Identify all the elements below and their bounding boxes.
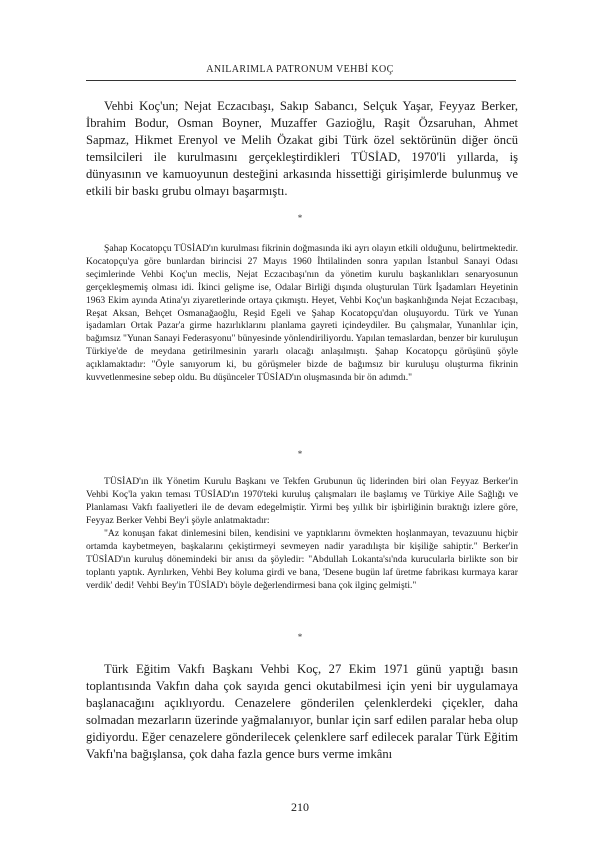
paragraph-berker-quote: "Az konuşan fakat dinlemesini bilen, kendisini ve yaptıklarını övmekten hoşlanmayan, tevazuunu hiçbir ortamda kaybetmeyen, başkalarını çekiştirmeyi sevmeyen nadir yaradılışta bir kişiliğe sahiptir." Berker'in TÜSİAD'ın kuruluş dönemindeki bir anısı da şöyledir: "Abdullah Lokanta'sı'nda kurucularla birlikte son bir toplantı yaptık. Ayrılırken, Vehbi Bey koluma girdi ve bana, 'Desene bugün laf üretme fabrikası kurmaya karar verdik' dedi! Vehbi Bey'in TÜSİAD'ı böyle değerlendirmesi bana çok ilginç gelmişti." <box>86 528 518 591</box>
section-separator: * <box>297 632 303 642</box>
running-title: ANILARIMLA PATRONUM VEHBİ KOÇ <box>206 64 394 75</box>
paragraph-berker-intro: TÜSİAD'ın ilk Yönetim Kurulu Başkanı ve Tekfen Grubunun üç liderinden biri olan Feyyaz Berker'in Vehbi Koç'la yakın teması TÜSİAD'ın 1970'teki kuruluş çalışmaları ile başlamış ve Türkiye Aile Sağlığı ve Planlaması Vakfı faaliyetleri ile de devam edegelmiştir. Yirmi beş yıllık bir işbirliğinin bıraktığı izlere göre, Feyyaz Berker Vehbi Bey'i şöyle anlatmaktadır: <box>86 476 518 526</box>
header-rule <box>86 80 516 81</box>
paragraph-kocatopcu-account: Şahap Kocatopçu TÜSİAD'ın kurulması fikrinin doğmasında iki ayrı olayın etkili olduğunu, belirtmektedir. Kocatopçu'ya göre bunlardan birincisi 27 Mayıs 1960 İhtilalinden sonra yapılan İstanbul Sanayi Odası seçimlerinde Vehbi Koç'un meclis, Nejat Eczacıbaşı'nın da yönetim kurulu başkanlıkları senaryosunun gerçekleşmemiş olması idi. İkinci gelişme ise, Odalar Birliği dışında oluşturulan Türk İşadamları Heyetinin 1963 Ekim ayında Atina'yı ziyaretlerinde ortaya çıkmıştı. Heyet, Vehbi Koç'un başkanlığında Nejat Eczacıbaşı, Reşat Aksan, Behçet Osmanağaoğlu, Reşid Egeli ve Şahap Kocatopçu'dan oluşuyordu. Türk ve Yunan işadamları Ortak Pazar'a girme hazırlıklarını planlama gayreti içindeydiler. Bu çalışmalar, Yunanlılar için, bağımsız "Yunan Sanayi Federasyonu" bünyesinde yönlendiriliyordu. Yapılan temaslardan, benzer bir kuruluşun Türkiye'de de meydana getirilmesinin yararlı olacağı anlaşılmıştı. Şahap Kocatopçu görüşünü şöyle açıklamaktadır: "Öyle sanıyorum ki, bu görüşmeler bizde de bağımsız bir kuruluşu oluşturma fikrinin kuvvetlenmesine sebep oldu. Bu düşünceler TÜSİAD'ın oluşmasında bir ön adımdı." <box>86 243 518 384</box>
paragraph-tusiad-founders: Vehbi Koç'un; Nejat Eczacıbaşı, Sakıp Sabancı, Selçuk Yaşar, Feyyaz Berker, İbrahim Bodur, Osman Boyner, Muzaffer Gazioğlu, Raşit Özsaruhan, Ahmet Sapmaz, Hikmet Erenyol ve Melih Özakat gibi Türk özel sektörünün diğer öncü temsilcileri ile kurulmasını gerçekleştirdikleri TÜSİAD, 1970'li yıllarda, iş dünyasının ve kamuoyunun desteğini arkasında hissettiği girişimlerde bulunmuş ve etkili bir baskı grubu olmayı başarmıştı. <box>86 99 518 198</box>
section-separator: * <box>297 213 303 223</box>
page-number: 210 <box>291 800 309 814</box>
paragraph-egitim-vakfi: Türk Eğitim Vakfı Başkanı Vehbi Koç, 27 Ekim 1971 günü yaptığı basın toplantısında Vakfın daha çok sayıda genci okutabilmesi için yeni bir uygulamaya başlanacağını açıklıyordu. Cenazelere gönderilen çelenklerdeki çiçekler, daha solmadan mezarların üzerinde yağmalanıyor, bunlar için sarf edilen paralar heba olup gidiyordu. Eğer cenazelere gönderilecek çelenklere sarf edilecek paralar Türk Eğitim Vakfı'na bağışlansa, çok daha fazla gence burs verme imkânı <box>86 662 518 761</box>
section-separator: * <box>297 449 303 459</box>
